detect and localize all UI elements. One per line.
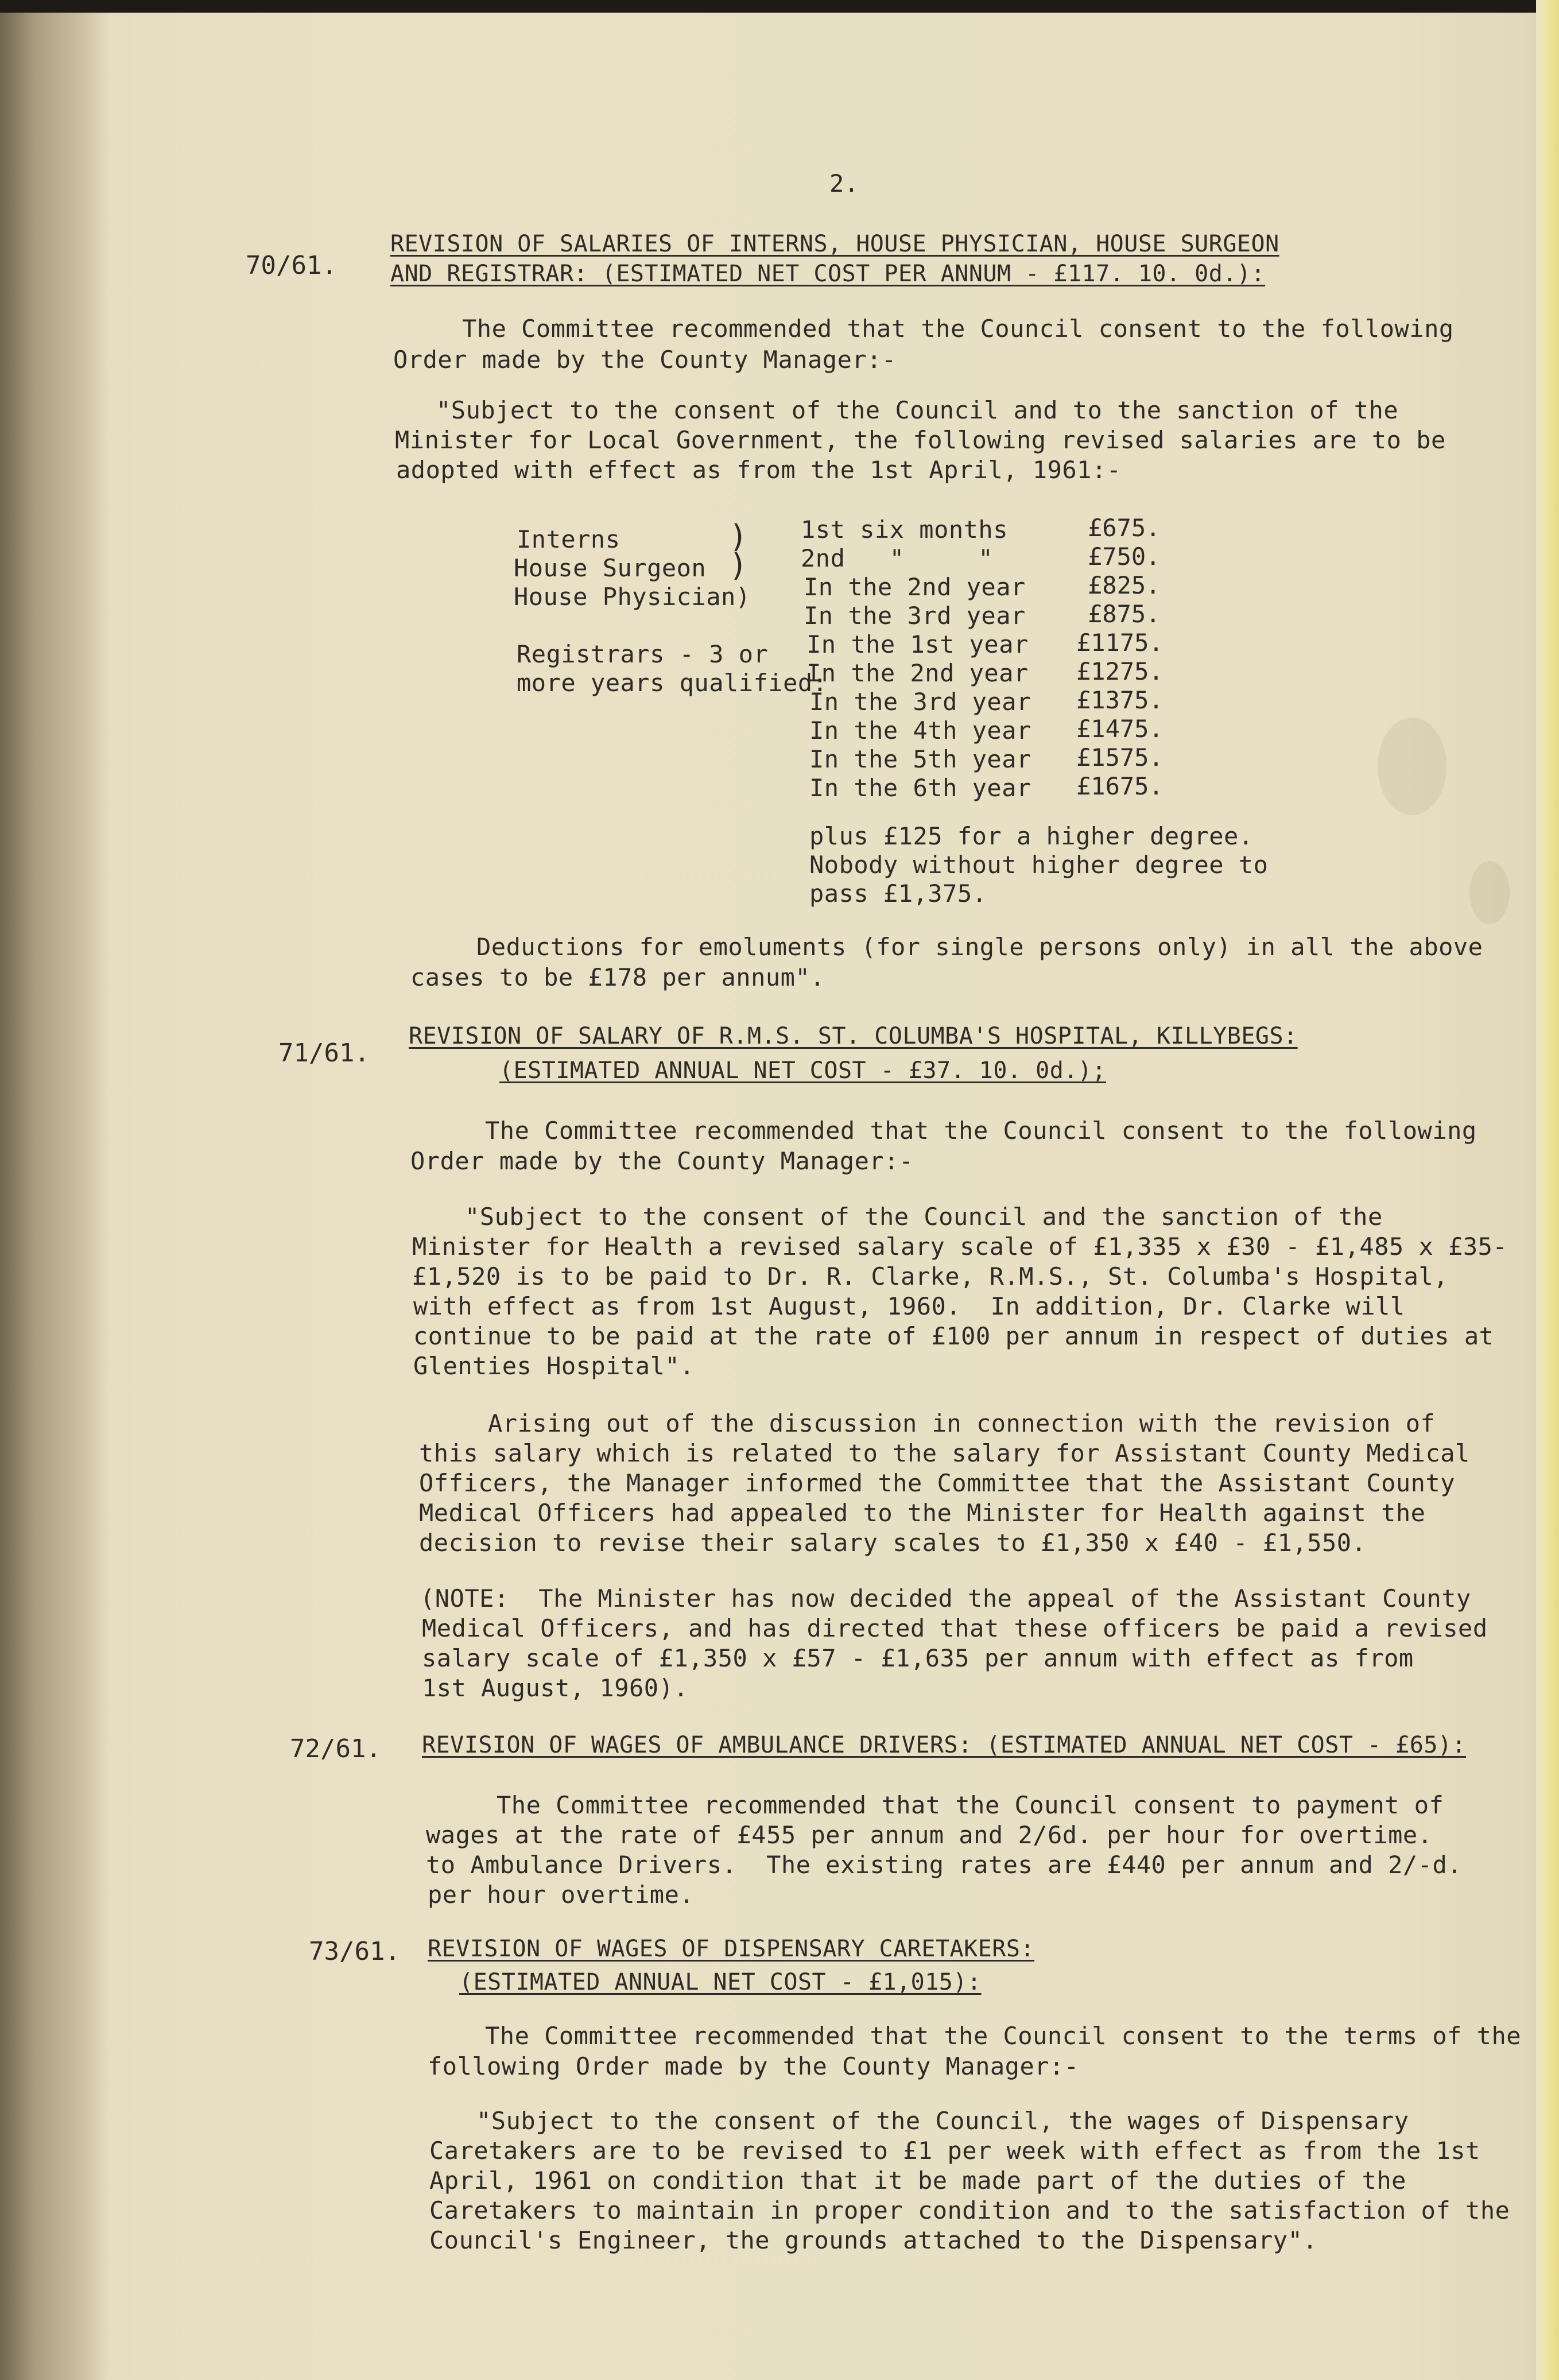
para-71-2-line4: with effect as from 1st August, 1960. In addition, Dr. Clarke will xyxy=(413,1292,1405,1320)
para-71-2-line5: continue to be paid at the rate of £100 per annum in respect of duties at xyxy=(413,1322,1494,1350)
minute-ref-71: 71/61. xyxy=(278,1038,370,1068)
para-70-1-line1: The Committee recommended that the Council consent to the following xyxy=(462,315,1454,343)
label-more-years: more years qualified: xyxy=(517,669,828,697)
scale-period: In the 1st year xyxy=(806,630,1029,658)
minute-ref-72: 72/61. xyxy=(290,1734,381,1763)
para-71-1-line1: The Committee recommended that the Council consent to the following xyxy=(485,1117,1477,1145)
scale-period: In the 6th year xyxy=(809,774,1031,802)
para-71-3-line3: Officers, the Manager informed the Committee that the Assistant County xyxy=(419,1469,1456,1497)
scale-amount: £750. xyxy=(1088,542,1161,571)
label-registrars: Registrars - 3 or xyxy=(517,640,769,668)
note-line4: 1st August, 1960). xyxy=(422,1674,689,1702)
scan-top-edge xyxy=(0,0,1559,13)
para-72-line1: The Committee recommended that the Council consent to payment of xyxy=(497,1791,1444,1819)
paper-stain xyxy=(1469,861,1510,924)
para-70-2-line3: adopted with effect as from the 1st April, 1961:- xyxy=(396,456,1122,484)
para-70-1-line2: Order made by the County Manager:- xyxy=(393,346,897,374)
label-house-surgeon: House Surgeon xyxy=(514,554,707,582)
page-number: 2. xyxy=(829,169,859,197)
label-house-physician: House Physician) xyxy=(514,583,751,611)
para-71-2-line3: £1,520 is to be paid to Dr. R. Clarke, R.M.S., St. Columba's Hospital, xyxy=(412,1262,1449,1290)
para-73-2-line4: Caretakers to maintain in proper condition and to the satisfaction of the xyxy=(429,2196,1510,2224)
scale-amount: £1275. xyxy=(1076,657,1164,685)
bracket-mark: ) xyxy=(729,518,748,555)
scale-period: 1st six months xyxy=(801,515,1009,544)
page-right-edge xyxy=(1536,0,1559,2380)
higher-degree-line1: plus £125 for a higher degree. xyxy=(809,822,1254,850)
minute-ref-73: 73/61. xyxy=(309,1937,400,1966)
heading-73-line1: REVISION OF WAGES OF DISPENSARY CARETAKERS: xyxy=(428,1936,1035,1962)
para-73-2-line1: "Subject to the consent of the Council, the wages of Dispensary xyxy=(476,2107,1409,2135)
scale-amount: £825. xyxy=(1088,571,1161,599)
scale-period: In the 5th year xyxy=(809,745,1031,773)
para-71-2-line2: Minister for Health a revised salary scale of £1,335 x £30 - £1,485 x £35- xyxy=(412,1232,1508,1261)
para-73-2-line3: April, 1961 on condition that it be made part of the duties of the xyxy=(429,2166,1406,2195)
note-line1: (NOTE: The Minister has now decided the appeal of the Assistant County xyxy=(420,1584,1471,1612)
minute-ref-70: 70/61. xyxy=(246,251,337,280)
scale-amount: £1175. xyxy=(1076,629,1164,657)
scale-amount: £1675. xyxy=(1076,772,1164,800)
scale-period: In the 4th year xyxy=(809,716,1031,745)
scale-period: In the 3rd year xyxy=(809,688,1031,716)
scale-period: In the 2nd year xyxy=(806,659,1029,687)
scale-period: 2nd " " xyxy=(801,544,994,572)
para-72-line3: to Ambulance Drivers. The existing rates are £440 per annum and 2/-d. xyxy=(426,1851,1463,1879)
heading-70-line2: AND REGISTRAR: (ESTIMATED NET COST PER ANNUM - £117. 10. 0d.): xyxy=(390,261,1266,287)
para-72-line4: per hour overtime. xyxy=(428,1881,695,1909)
para-73-2-line5: Council's Engineer, the grounds attached to the Dispensary". xyxy=(429,2226,1318,2254)
scale-amount: £1375. xyxy=(1076,686,1164,714)
scale-period: In the 2nd year xyxy=(804,573,1026,601)
scale-amount: £875. xyxy=(1088,600,1161,628)
para-71-3-line2: this salary which is related to the salary for Assistant County Medical xyxy=(419,1439,1470,1467)
deductions-line1: Deductions for emoluments (for single persons only) in all the above xyxy=(476,933,1483,961)
heading-71-line1: REVISION OF SALARY OF R.M.S. ST. COLUMBA'S HOSPITAL, KILLYBEGS: xyxy=(409,1023,1298,1049)
para-71-2-line1: "Subject to the consent of the Council and the sanction of the xyxy=(465,1203,1383,1231)
para-73-2-line2: Caretakers are to be revised to £1 per week with effect as from the 1st xyxy=(429,2137,1480,2165)
heading-73-line2: (ESTIMATED ANNUAL NET COST - £1,015): xyxy=(459,1969,982,1995)
scale-amount: £1475. xyxy=(1076,715,1164,743)
note-line2: Medical Officers, and has directed that these officers be paid a revised xyxy=(422,1614,1488,1642)
higher-degree-line2: Nobody without higher degree to xyxy=(809,851,1269,879)
higher-degree-line3: pass £1,375. xyxy=(809,879,987,908)
para-73-1-line1: The Committee recommended that the Council consent to the terms of the xyxy=(485,2022,1522,2050)
para-71-3-line5: decision to revise their salary scales to £1,350 x £40 - £1,550. xyxy=(419,1529,1367,1557)
scale-period: In the 3rd year xyxy=(804,602,1026,630)
scale-amount: £675. xyxy=(1088,514,1161,542)
para-71-3-line4: Medical Officers had appealed to the Minister for Health against the xyxy=(419,1499,1426,1527)
para-72-line2: wages at the rate of £455 per annum and 2/6d. per hour for overtime. xyxy=(426,1821,1433,1849)
para-71-1-line2: Order made by the County Manager:- xyxy=(410,1147,914,1175)
label-interns: Interns xyxy=(517,525,621,553)
bracket-mark: ) xyxy=(729,547,748,583)
paper-stain xyxy=(1378,718,1446,815)
heading-71-line2: (ESTIMATED ANNUAL NET COST - £37. 10. 0d.); xyxy=(499,1057,1107,1084)
para-70-2-line1: "Subject to the consent of the Council and to the sanction of the xyxy=(436,396,1399,424)
deductions-line2: cases to be £178 per annum". xyxy=(410,963,825,991)
heading-72: REVISION OF WAGES OF AMBULANCE DRIVERS: (ESTIMATED ANNUAL NET COST - £65): xyxy=(422,1732,1467,1758)
scale-amount: £1575. xyxy=(1076,743,1164,772)
note-line3: salary scale of £1,350 x £57 - £1,635 per annum with effect as from xyxy=(422,1644,1414,1672)
para-70-2-line2: Minister for Local Government, the following revised salaries are to be xyxy=(395,426,1446,454)
para-73-1-line2: following Order made by the County Manager:- xyxy=(428,2052,1079,2080)
book-gutter-shadow xyxy=(0,0,109,2380)
para-71-3-line1: Arising out of the discussion in connection with the revision of xyxy=(488,1409,1436,1437)
para-71-2-line6: Glenties Hospital". xyxy=(413,1352,695,1380)
heading-70-line1: REVISION OF SALARIES OF INTERNS, HOUSE PHYSICIAN, HOUSE SURGEON xyxy=(390,231,1279,257)
